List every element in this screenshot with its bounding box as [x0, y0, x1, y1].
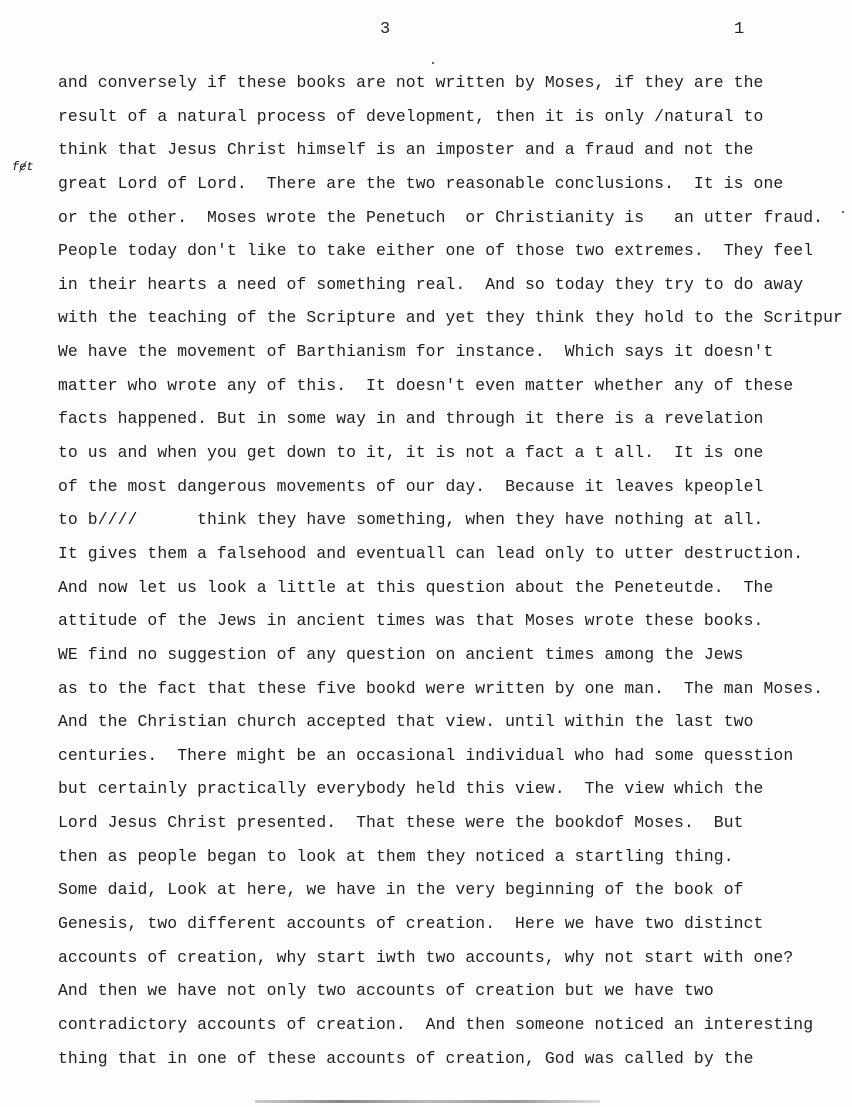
text-line: matter who wrote any of this. It doesn't even matter whether any of these: [58, 375, 794, 395]
text-line: facts happened. But in some way in and through it there is a revelation: [58, 409, 764, 429]
text-line: accounts of creation, why start iwth two accounts, why not start with one?: [58, 947, 794, 967]
handwritten-annotation: fɇt: [12, 160, 34, 174]
text-line: And the Christian church accepted that view. until within the last two: [58, 712, 754, 732]
typewritten-body: [58, 66, 843, 1075]
text-line: to us and when you get down to it, it is not a fact a t all. It is one: [58, 443, 764, 463]
text-line: It gives them a falsehood and eventuall can lead only to utter destruction.: [58, 543, 804, 563]
text-line: We have the movement of Barthianism for instance. Which says it doesn't: [58, 342, 774, 362]
text-line: Lord Jesus Christ presented. That these were the bookdof Moses. But: [58, 813, 744, 833]
text-line: to b//// think they have something, when they have nothing at all.: [58, 510, 764, 530]
text-line: thing that in one of these accounts of creation, God was called by the: [58, 1048, 754, 1068]
bottom-smudge: [255, 1100, 600, 1103]
text-line: contradictory accounts of creation. And then someone noticed an interesting: [58, 1014, 814, 1034]
text-line: WE find no suggestion of any question on ancient times among the Jews: [58, 644, 744, 664]
text-line: but certainly practically everybody held this view. The view which the: [58, 779, 764, 799]
text-line: with the teaching of the Scripture and yet they think they hold to the Scritpur: [58, 308, 843, 328]
text-line: result of a natural process of development, then it is only /natural to: [58, 106, 764, 126]
text-line: then as people began to look at them they noticed a startling thing.: [58, 846, 734, 866]
text-line: or the other. Moses wrote the Penetuch or Christianity is an utter fraud.: [58, 207, 824, 227]
text-line: And now let us look a little at this question about the Peneteutde. The: [58, 577, 774, 597]
text-line: And then we have not only two accounts of creation but we have two: [58, 981, 714, 1001]
page-number-left: 3: [380, 20, 391, 39]
text-line: centuries. There might be an occasional individual who had some quesstion: [58, 745, 794, 765]
text-line: as to the fact that these five bookd were written by one man. The man Moses.: [58, 678, 824, 698]
text-line: Genesis, two different accounts of creation. Here we have two distinct: [58, 914, 764, 934]
text-line: attitude of the Jews in ancient times was that Moses wrote these books.: [58, 611, 764, 631]
ink-speck: [432, 62, 434, 64]
text-line: Some daid, Look at here, we have in the very beginning of the book of: [58, 880, 744, 900]
text-line: great Lord of Lord. There are the two reasonable conclusions. It is one: [58, 173, 784, 193]
text-line: think that Jesus Christ himself is an imposter and a fraud and not the: [58, 140, 754, 160]
text-line: and conversely if these books are not written by Moses, if they are the: [58, 73, 764, 92]
text-line: of the most dangerous movements of our day. Because it leaves kpeoplel: [58, 476, 764, 496]
page-number-right: 1: [734, 20, 745, 39]
text-line: in their hearts a need of something real. And so today they try to do away: [58, 274, 804, 294]
text-line: People today don't like to take either one of those two extremes. They feel: [58, 241, 814, 261]
